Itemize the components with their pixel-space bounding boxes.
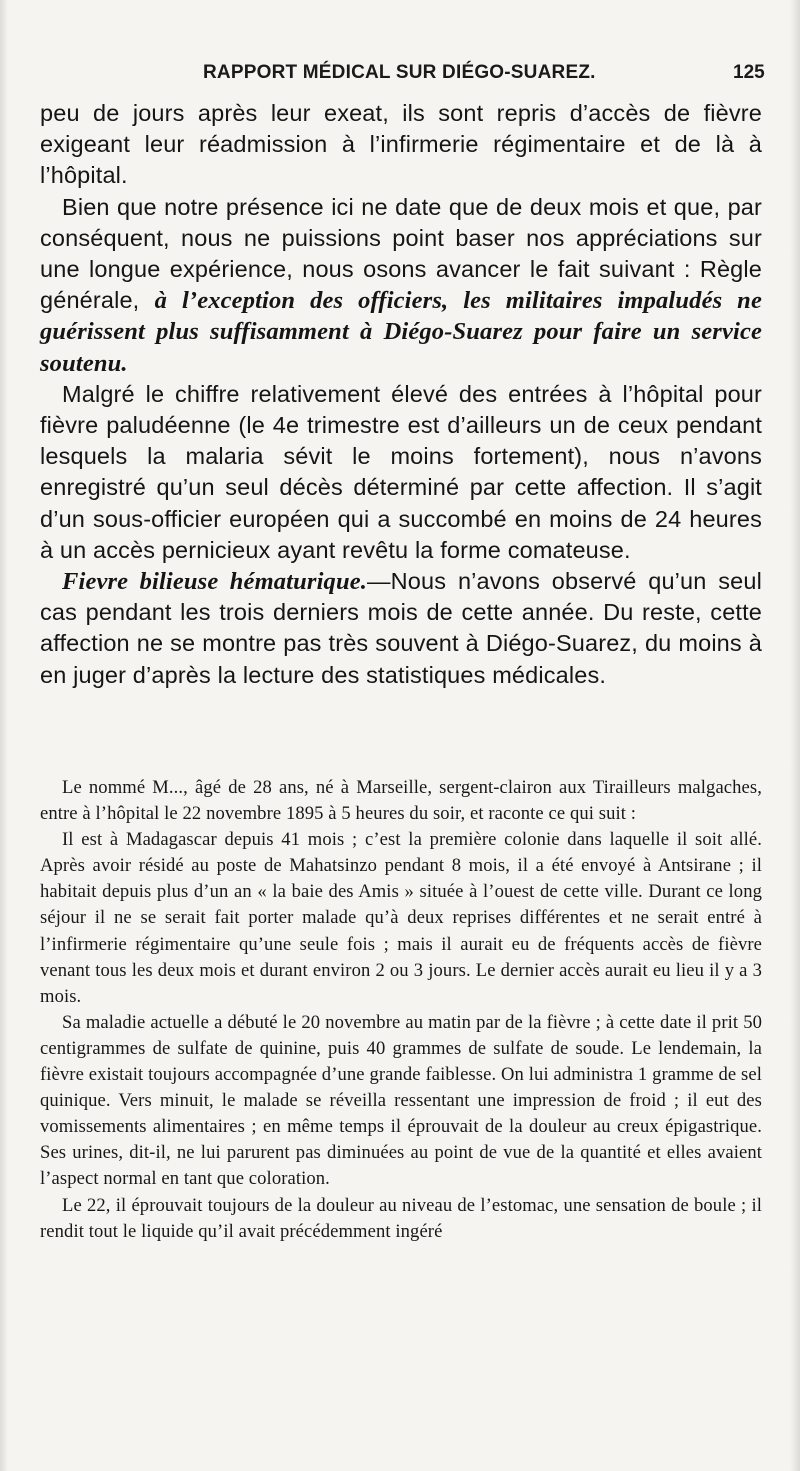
case-report-intro: Le nommé M..., âgé de 28 ans, né à Marseille, sergent-clairon aux Tirailleurs malgaches, entre à l’hôpital le 22 novembre 1895 à 5 heures du soir, et raconte ce qui suit : [40,777,762,825]
paragraph-rule-emphasis: à l’exception des officiers, les militaires impaludés ne guérissent plus suffisamment à Diégo-Suarez pour faire un service soutenu. [40,287,762,377]
main-text [40,98,762,691]
case-report [40,775,762,1245]
paragraph-rule-text: Bien que notre présence ici ne date que de deux mois et que, par conséquent, nous ne puissions point baser nos appréciations sur une longue expérience, nous osons avancer le fait suivant : Règle générale, [40,193,762,314]
case-report-history: Il est à Madagascar depuis 41 mois ; c’est la première colonie dans laquelle il soit allé. Après avoir résidé au poste de Mahatsinzo pendant 8 mois, il a été envoyé à Antsirane ; il habitait depuis plus d’un an « la baie des Amis » située à l’ouest de cette ville. Durant ce long séjour il ne se serait fait porter malade qu’à deux reprises différentes et ne serait entré à l’infirmerie régimentaire qu’une seule fois ; mais il aurait eu de fréquents accès de fièvre venant tous les deux mois et durant environ 2 ou 3 jours. Le dernier accès aurait eu lieu il y a 3 mois. [40,829,762,1007]
scan-shadow-left [0,0,8,1471]
running-head [0,62,800,92]
paragraph-hematuric-fever [40,566,762,691]
paragraph-continuation: peu de jours après leur exeat, ils sont repris d’accès de fièvre exigeant leur réadmission à l’infirmerie régimentaire et de là à l’hôpital. [40,100,762,189]
scan-shadow-right [790,0,800,1471]
paragraph-hematuric-fever-text: —Nous n’avons observé qu’un seul cas pendant les trois derniers mois de cette année. Du reste, cette affection ne se montre pas très souvent à Diégo-Suarez, du moins à en juger d’après la lecture des statistiques médicales. [40,568,762,688]
page-number: 125 [733,62,765,83]
paragraph-rule [40,192,762,379]
running-title: RAPPORT MÉDICAL SUR DIÉGO-SUAREZ. [203,62,596,83]
case-report-day-22: Le 22, il éprouvait toujours de la douleur au niveau de l’estomac, une sensation de boule ; il rendit tout le liquide qu’il avait précédemment ingéré [40,1194,762,1242]
case-report-onset: Sa maladie actuelle a débuté le 20 novembre au matin par de la fièvre ; à cette date il prit 50 centigrammes de sulfate de quinine, puis 40 grammes de sulfate de soude. Le lendemain, la fièvre existait toujours accompagnée d’une grande faiblesse. On lui administra 1 gramme de sel quinique. Vers minuit, le malade se réveilla ressentant une impression de froid ; il eut des vomissements alimentaires ; en même temps il éprouvait de la douleur au creux épigastrique. Ses urines, dit-il, ne lui parurent pas diminuées au point de vue de la quantité et elles avaient l’aspect normal en tant que coloration. [40,1011,762,1190]
section-heading-hematuric-fever: Fievre bilieuse hématurique. [62,568,368,596]
paragraph-malaria: Malgré le chiffre relativement élevé des entrées à l’hôpital pour fièvre paludéenne (le 4e trimestre est d’ailleurs un de ceux pendant lesquels la malaria sévit le moins fortement), nous n’avons enregistré qu’un seul décès déterminé par cette affection. Il s’agit d’un sous-officier européen qui a succombé en moins de 24 heures à un accès pernicieux ayant revêtu la forme comateuse. [40,380,762,563]
